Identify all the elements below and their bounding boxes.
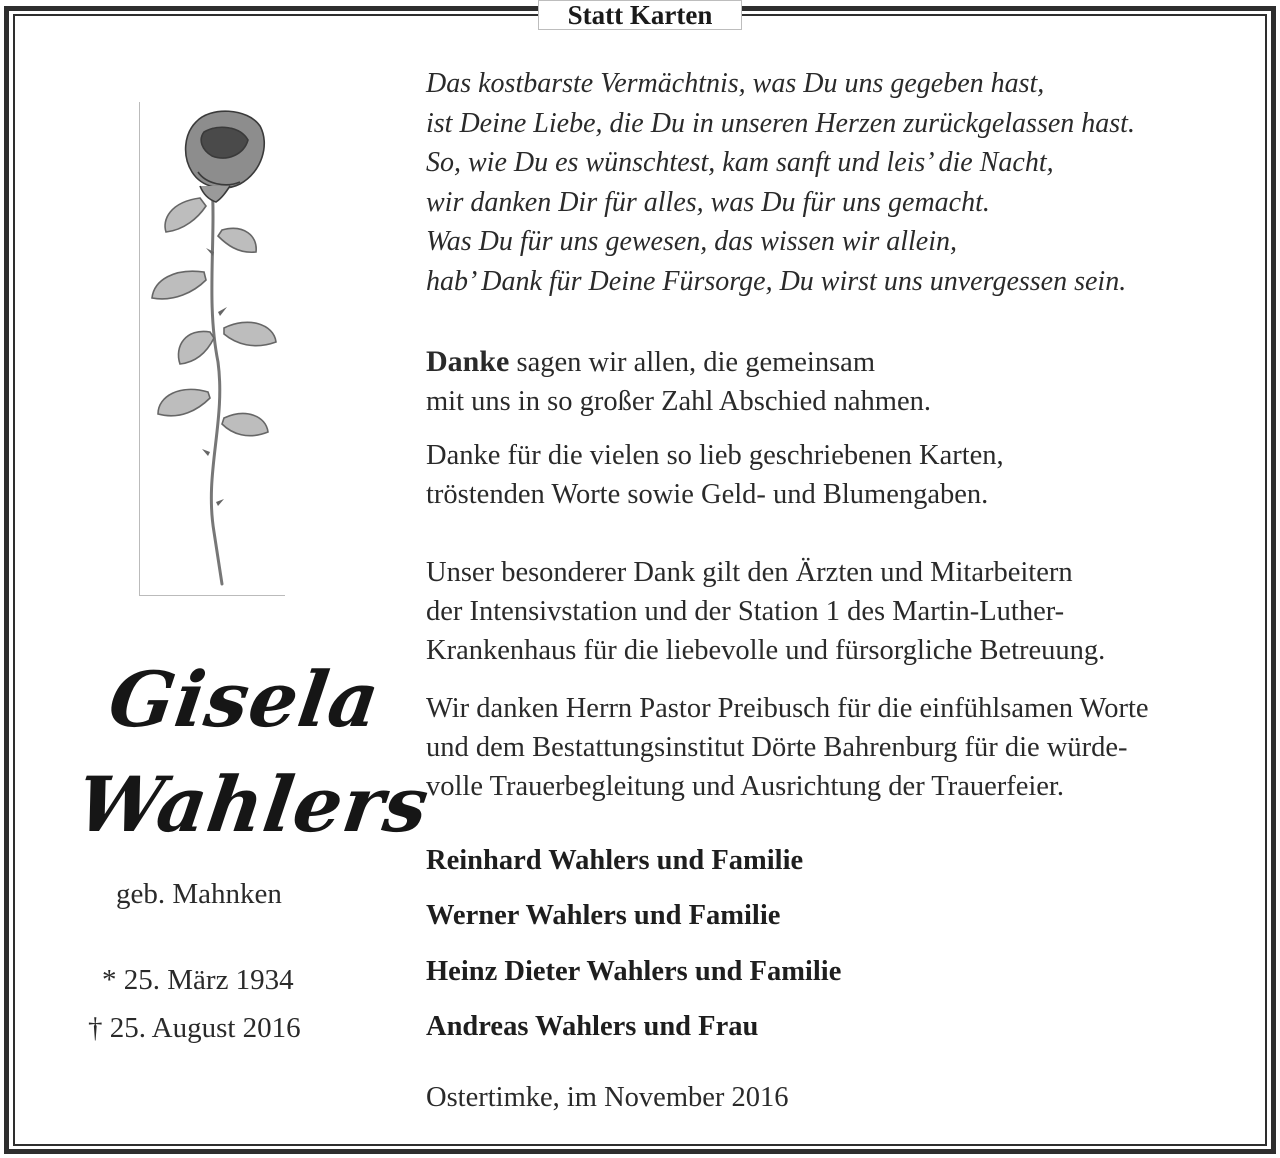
thanks-lead-rest: sagen wir allen, die gemeinsam [509, 347, 875, 378]
thanks-pastor [426, 689, 1149, 806]
deceased-first-name: Gisela [103, 655, 386, 744]
signer: Werner Wahlers und Familie [426, 900, 781, 931]
thanks-cards [426, 436, 1004, 514]
paragraph-line: Unser besonderer Dank gilt den Ärzten und Mitarbeitern [426, 557, 1073, 588]
signer: Andreas Wahlers und Frau [426, 1011, 759, 1042]
signer: Heinz Dieter Wahlers und Familie [426, 956, 842, 987]
place-date: Ostertimke, im November 2016 [426, 1082, 789, 1113]
poem-line: ist Deine Liebe, die Du in unseren Herzen zurückgelassen hast. [426, 107, 1135, 139]
poem-line: So, wie Du es wünschtest, kam sanft und leis’ die Nacht, [426, 147, 1054, 178]
poem-line: wir danken Dir für alles, was Du für uns gemacht. [426, 186, 990, 218]
paragraph-line: der Intensivstation und der Station 1 des Martin-Luther- [426, 596, 1065, 627]
signer: Reinhard Wahlers und Familie [426, 845, 804, 876]
paragraph-line: volle Trauerbegleitung und Ausrichtung der Trauerfeier. [426, 771, 1064, 802]
paragraph-line: Danke für die vielen so lieb geschriebenen Karten, [426, 440, 1004, 471]
poem-line: hab’ Dank für Deine Fürsorge, Du wirst uns unvergessen sein. [426, 265, 1127, 297]
thanks-lead-line2: mit uns in so großer Zahl Abschied nahmen. [426, 386, 931, 417]
poem-line: Was Du für uns gewesen, das wissen wir allein, [426, 226, 957, 257]
deceased-last-name: Wahlers [71, 760, 435, 849]
header-label: Statt Karten [538, 0, 742, 30]
death-date: † 25. August 2016 [88, 1012, 301, 1044]
thanks-lead [426, 342, 931, 421]
paragraph-line: tröstenden Worte sowie Geld- und Blumengaben. [426, 479, 989, 510]
birth-date: * 25. März 1934 [102, 964, 294, 996]
thanks-hospital [426, 553, 1105, 670]
poem [426, 64, 1135, 301]
paragraph-line: und dem Bestattungsinstitut Dörte Bahrenburg für die würde- [426, 732, 1128, 763]
danke-word: Danke [426, 345, 510, 378]
maiden-name: geb. Mahnken [116, 878, 282, 910]
paragraph-line: Wir danken Herrn Pastor Preibusch für die einfühlsamen Worte [426, 693, 1149, 724]
paragraph-line: Krankenhaus für die liebevolle und fürsorgliche Betreuung. [426, 635, 1106, 666]
rose-icon [139, 102, 285, 596]
poem-line: Das kostbarste Vermächtnis, was Du uns gegeben hast, [426, 68, 1045, 99]
